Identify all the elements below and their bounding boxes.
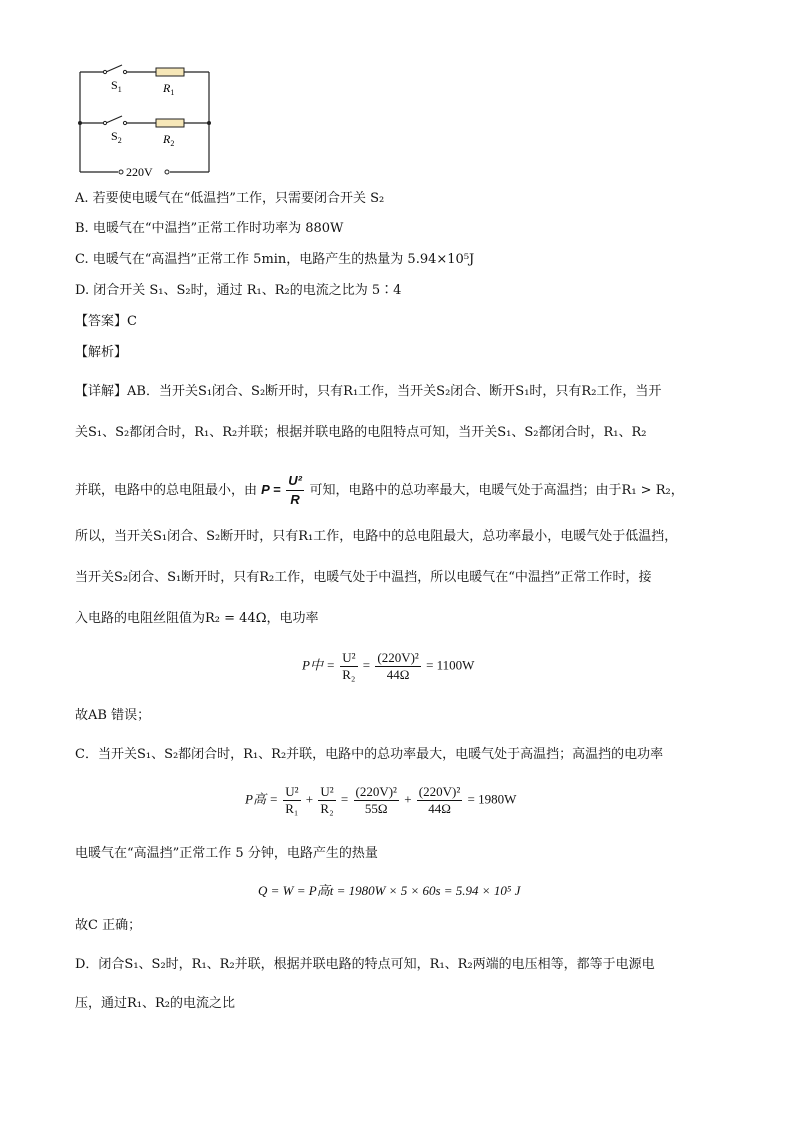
body-line-8: C．当开关S₁、S₂都闭合时，R₁、R₂并联，电路中的总功率最大，电暖气处于高温挡；高温挡的电功率: [75, 747, 664, 762]
formula-p-lhs: P =: [261, 481, 281, 497]
option-a: A. 若要使电暖气在“低温挡”工作，只需要闭合开关 S₂: [75, 191, 385, 206]
circuit-diagram: [70, 62, 220, 177]
option-d: D. 闭合开关 S₁、S₂时，通过 R₁、R₂的电流之比为 5∶4: [75, 283, 402, 298]
body-line-7: 故AB 错误；: [75, 708, 151, 723]
resistor-r1: [156, 68, 184, 76]
answer-label: 【答案】C: [75, 314, 137, 329]
svg-text:S2: $S_2$: [111, 129, 122, 145]
body-line-3: 并联，电路中的总电阻最小，由 P = $\frac{\text{U²}}{R}$ 可知，电路中的总功率最大，电暖气处于高温挡；由于R₁ > R₂，: [75, 473, 684, 507]
body-line-5: 当开关S₂闭合、S₁断开时，只有R₂工作，电暖气处于中温挡，所以电暖气在“中温挡”正常工作时，接: [75, 570, 652, 585]
label-s1: S: [111, 78, 118, 92]
equation-q: Q = W = P高t = 1980W × 5 × 60s = 5.94 × 10⁵ J: [258, 883, 521, 898]
svg-text:R2: $R_2$: [163, 132, 175, 148]
label-r2: R: [163, 132, 171, 146]
body-line-9: 电暖气在“高温挡”正常工作 5 分钟，电路产生的热量: [75, 846, 378, 861]
body-line-10: 故C 正确；: [75, 918, 142, 933]
equation-p-mid: P中 = $\frac{\text{U²}}{\text{R₂}}$ = $\frac{\text{(220V)²}}{44\Omega}$ = 1100W: [302, 650, 475, 682]
body-line-1: 【详解】AB．当开关S₁闭合、S₂断开时，只有R₁工作，当开关S₂闭合、断开S₁时，只有R₂工作，当开: [75, 384, 662, 399]
label-r1: R: [163, 81, 171, 95]
label-source: 220V: [126, 165, 153, 177]
svg-text:R1: $R_1$: [163, 81, 175, 97]
option-c: C. 电暖气在“高温挡”正常工作 5min，电路产生的热量为 5.94×10⁵J: [75, 252, 475, 267]
body-line-6: 入电路的电阻丝阻值为R₂ = 44Ω，电功率: [75, 611, 319, 626]
svg-text:S1: $S_1$: [111, 78, 122, 94]
equation-p-high: P高 = $\frac{\text{U²}}{\text{R₁}}$ + $\frac{\text{U²}}{\text{R₂}}$ = $\frac{\text{(220V)²}}{55\Omega}$ + $\frac{\text{(220V)²}}{44\Omega}$ = 1980W: [245, 784, 517, 816]
body-line-11: D．闭合S₁、S₂时，R₁、R₂并联，根据并联电路的特点可知，R₁、R₂两端的电压相等，都等于电源电: [75, 957, 655, 972]
body-line-12: 压，通过R₁、R₂的电流之比: [75, 996, 235, 1011]
analysis-title: 【解析】: [75, 345, 128, 360]
body-line-2: 关S₁、S₂都闭合时，R₁、R₂并联；根据并联电路的电阻特点可知，当开关S₁、S₂都闭合时，R₁、R₂: [75, 425, 647, 440]
resistor-r2: [156, 119, 184, 127]
label-s2: S: [111, 129, 118, 143]
body-line-4: 所以，当开关S₁闭合、S₂断开时，只有R₁工作，电路中的总电阻最大，总功率最小，电暖气处于低温挡，: [75, 529, 678, 544]
option-b: B. 电暖气在“中温挡”正常工作时功率为 880W: [75, 221, 344, 236]
